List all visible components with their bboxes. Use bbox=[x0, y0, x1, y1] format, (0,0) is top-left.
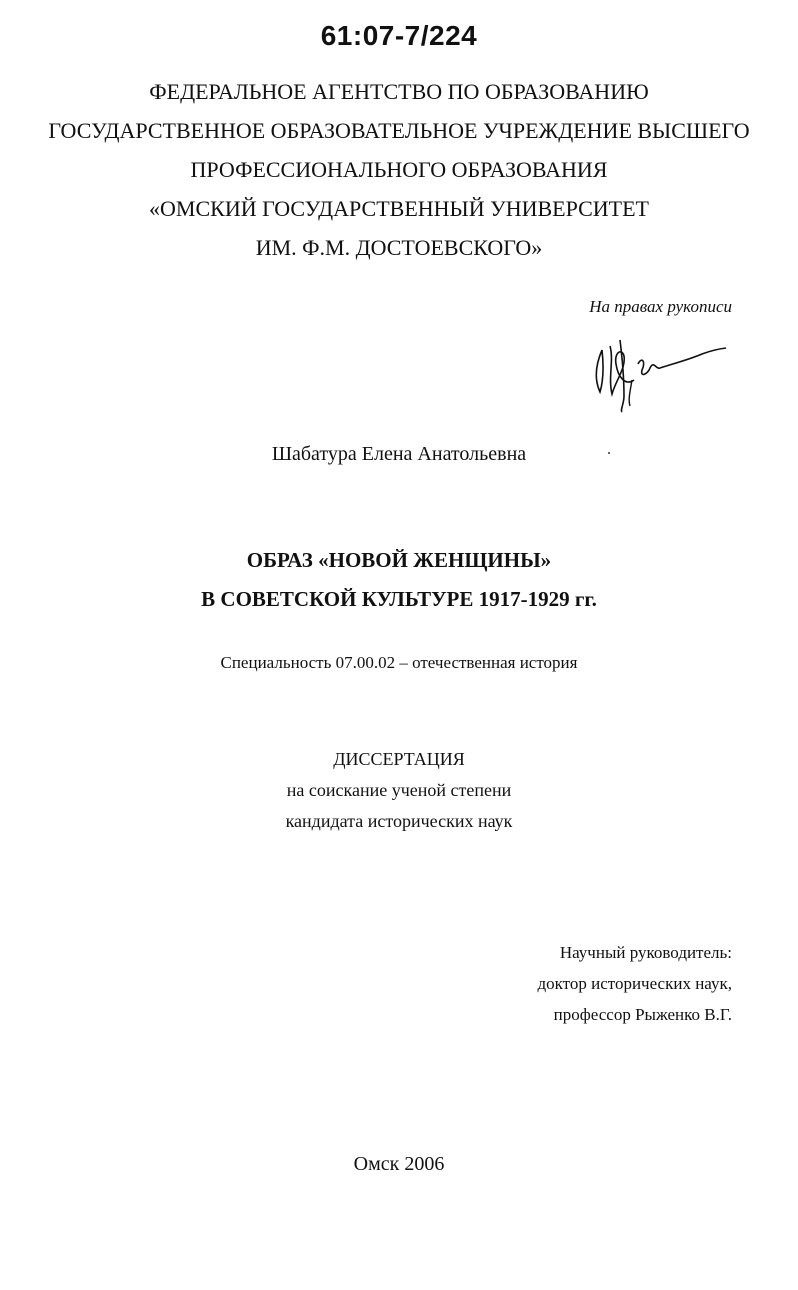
institution-line-4: «ОМСКИЙ ГОСУДАРСТВЕННЫЙ УНИВЕРСИТЕТ bbox=[149, 196, 649, 221]
city-year: Омск 2006 bbox=[353, 1153, 445, 1175]
supervisor-label: Научный руководитель: bbox=[559, 943, 732, 962]
supervisor-name: профессор Рыженко В.Г. bbox=[553, 1005, 732, 1024]
title-line-1: ОБРАЗ «НОВОЙ ЖЕНЩИНЫ» bbox=[246, 548, 552, 572]
signature-icon bbox=[590, 334, 730, 419]
author-name: Шабатура Елена Анатольевна bbox=[271, 443, 527, 465]
title-line-2: В СОВЕТСКОЙ КУЛЬТУРЕ 1917-1929 гг. bbox=[201, 587, 597, 611]
institution-line-3: ПРОФЕССИОНАЛЬНОГО ОБРАЗОВАНИЯ bbox=[190, 157, 608, 182]
institution-line-5: ИМ. Ф.М. ДОСТОЕВСКОГО» bbox=[255, 235, 543, 260]
dissertation-heading: ДИССЕРТАЦИЯ bbox=[333, 749, 465, 769]
supervisor-degree: доктор исторических наук, bbox=[537, 974, 732, 993]
degree-line-1: на соискание ученой степени bbox=[286, 780, 512, 800]
institution-line-2: ГОСУДАРСТВЕННОЕ ОБРАЗОВАТЕЛЬНОЕ УЧРЕЖДЕНИЕ ВЫСШЕГО bbox=[48, 118, 750, 143]
specialty: Специальность 07.00.02 – отечественная история bbox=[220, 653, 578, 672]
institution-line-1: ФЕДЕРАЛЬНОЕ АГЕНТСТВО ПО ОБРАЗОВАНИЮ bbox=[149, 79, 649, 104]
catalog-stamp: 61:07-7/224 bbox=[320, 20, 478, 51]
manuscript-note: На правах рукописи bbox=[589, 297, 732, 316]
degree-line-2: кандидата исторических наук bbox=[285, 811, 513, 831]
